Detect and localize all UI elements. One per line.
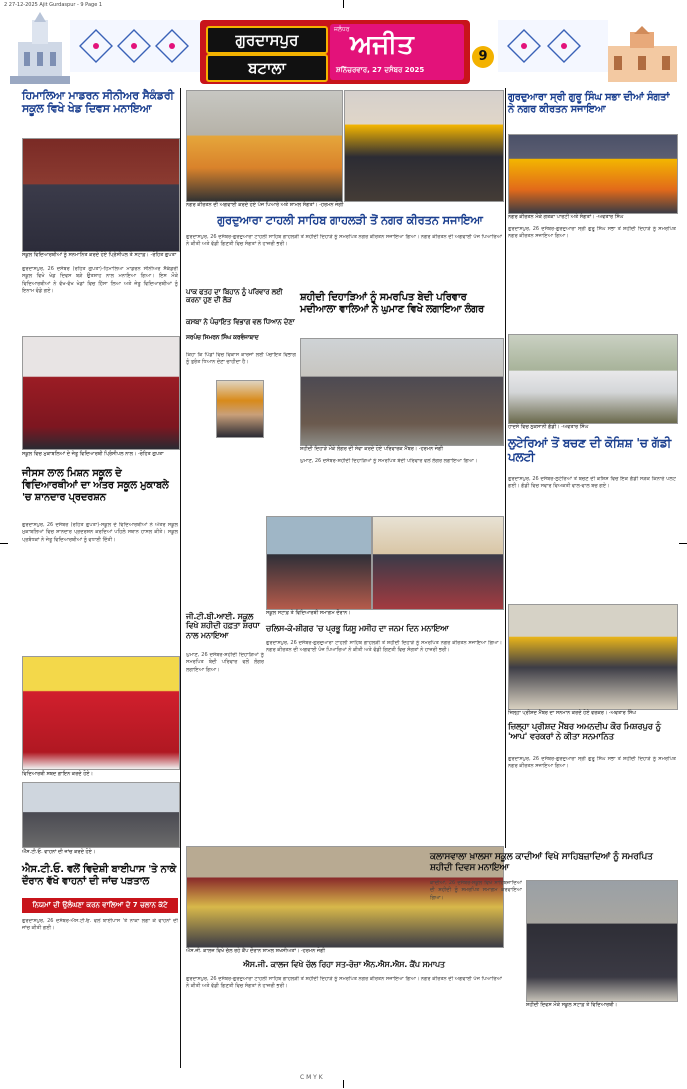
caption-singh-sabha: ਨਗਰ ਕੀਰਤਨ ਮੌਕੇ ਗਤਕਾ ਪਾਰਟੀ ਅਤੇ ਸੰਗਤਾਂ। -ਅਵਤਾਰ ਸਿੰਘ <box>508 214 624 220</box>
caption-sports-day: ਸਕੂਲ ਵਿਦਿਆਰਥੀਆਂ ਨੂੰ ਸਨਮਾਨਿਤ ਕਰਦੇ ਹੋਏ ਪ੍ਰਿੰਸੀਪਲ ਤੇ ਸਟਾਫ਼। -ਰੋਹਿਤ ਗੁਪਤਾ <box>22 252 177 258</box>
photo-nagar-kirtan-left <box>186 90 343 202</box>
caption-school-martyrdom: ਸ਼ਹੀਦੀ ਦਿਵਸ ਮੌਕੇ ਸਕੂਲ ਸਟਾਫ਼ ਤੇ ਵਿਦਿਆਰਥੀ। <box>526 1002 618 1008</box>
footer-cmyk: C M Y K <box>300 1074 323 1081</box>
photo-group-honour <box>508 604 678 710</box>
logo-banner <box>200 20 470 84</box>
photo-school-martyrdom <box>526 880 678 1002</box>
headline-nss-camp: ਐਸ.ਜੀ. ਕਾਲਜ ਵਿਖੇ ਚੱਲ ਰਿਹਾ ਸਤ-ਰੋਜ਼ਾ ਐਨ.ਐਸ.ਐਸ. ਕੈਂਪ ਸਮਾਪਤ <box>243 960 445 969</box>
headline-group-honour: ਜ਼ਿਲ੍ਹਾ ਪ੍ਰੀਸ਼ਦ ਮੈਂਬਰ ਅਮਨਦੀਪ ਕੌਰ ਮਿਸ਼ਰਪੁਰ ਨੂੰ 'ਆਪ' ਵਰਕਰਾਂ ਨੇ ਕੀਤਾ ਸਨਮਾਨਿਤ <box>508 722 661 743</box>
headline-school-martyrdom: ਕਲਾਸਵਾਲਾ ਖ਼ਾਲਸਾ ਸਕੂਲ ਕਾਦੀਆਂ ਵਿਖੇ ਸਾਹਿਬਜ਼ਾਦਿਆਂ ਨੂੰ ਸਮਰਪਿਤ ਸ਼ਹੀਦੀ ਦਿਵਸ ਮਨਾਇਆ <box>430 852 653 873</box>
column-rule <box>505 88 506 848</box>
body-nagar-kirtan: ਗੁਰਦਾਸਪੁਰ, 26 ਦਸੰਬਰ-ਗੁਰਦੁਆਰਾ ਟਾਹਲੀ ਸਾਹਿਬ ਗਾਹਲੜੀ ਤੋਂ ਸ਼ਹੀਦੀ ਦਿਹਾੜੇ ਨੂੰ ਸਮਰਪਿਤ ਨਗਰ ਕੀਰਤਨ ਸਜਾਇਆ ਗਿਆ। ਨਗਰ ਕੀਰਤਨ ਦੀ ਅਗਵਾਈ ਪੰਜ ਪਿਆਰਿਆਂ ਨੇ ਕੀਤੀ ਅਤੇ ਵੱਡੀ ਗਿਣਤੀ ਵਿਚ ਸੰਗਤਾਂ ਨੇ ਹਾਜ਼ਰੀ ਭਰੀ। <box>186 234 502 248</box>
caption-nagar-kirtan: ਨਗਰ ਕੀਰਤਨ ਦੀ ਅਗਵਾਈ ਕਰਦੇ ਹੋਏ ਪੰਜ ਪਿਆਰੇ ਅਤੇ ਸ਼ਾਮਲ ਸੰਗਤਾਂ। -ਹਰਮਨ ਜੋਗੀ <box>186 202 344 208</box>
caption-car-accident: ਹਾਦਸੇ ਵਿਚ ਨੁਕਸਾਨੀ ਗੱਡੀ। -ਅਵਤਾਰ ਸਿੰਘ <box>508 424 589 430</box>
photo-school-cake <box>372 516 504 610</box>
body-gtbi-school: ਘੁਮਾਣ, 26 ਦਸੰਬਰ-ਸ਼ਹੀਦੀ ਦਿਹਾੜਿਆਂ ਨੂੰ ਸਮਰਪਿਤ ਬੇਦੀ ਪਰਿਵਾਰ ਵਲੋਂ ਲੰਗਰ ਲਗਾਇਆ ਗਿਆ। <box>186 652 264 673</box>
paper-name-panel <box>330 24 464 80</box>
caption-school-cake: ਸਕੂਲ ਸਟਾਫ਼ ਤੇ ਵਿਦਿਆਰਥੀ ਸਮਾਗਮ ਦੌਰਾਨ। <box>266 610 351 616</box>
byline-sarpanch: ਸਰਪੰਚ ਸਿਮਰਨ ਸਿੰਘ ਕਰਵੰਜਾਬਾਦ <box>186 334 259 341</box>
headline-inter-school: ਜੀਸਸ ਲਾਲ ਮਿਸ਼ਨ ਸਕੂਲ ਦੇ ਵਿਦਿਆਰਥੀਆਂ ਦਾ ਅੰਤਰ ਸਕੂਲ ਮੁਕਾਬਲੇ 'ਚ ਸ਼ਾਨਦਾਰ ਪ੍ਰਦਰਸ਼ਨ <box>22 468 169 503</box>
column-rule <box>180 88 181 1068</box>
body-inter-school: ਗੁਰਦਾਸਪੁਰ, 26 ਦਸੰਬਰ (ਰੋਹਿਤ ਗੁਪਤਾ)-ਸਕੂਲ ਦੇ ਵਿਦਿਆਰਥੀਆਂ ਨੇ ਅੰਤਰ ਸਕੂਲ ਮੁਕਾਬਲਿਆਂ ਵਿਚ ਸ਼ਾਨਦਾਰ ਪ੍ਰਦਰਸ਼ਨ ਕਰਦਿਆਂ ਪਹਿਲੇ ਸਥਾਨ ਹਾਸਲ ਕੀਤੇ। ਸਕੂਲ ਪ੍ਰਬੰਧਕਾਂ ਨੇ ਜੇਤੂ ਵਿਦਿਆਰਥੀਆਂ ਨੂੰ ਵਧਾਈ ਦਿੱਤੀ। <box>22 522 178 543</box>
headline-vehicle-check: ਐਸ.ਟੀ.ਓ. ਵਲੋਂ ਵਿਦੇਸ਼ੀ ਬਾਈਪਾਸ 'ਤੇ ਨਾਕੇ ਦੌਰਾਨ ਵੱਖੋ ਵਾਹਨਾਂ ਦੀ ਜਾਂਚ ਪੜਤਾਲ <box>22 864 177 887</box>
city-primary-box: ਗੁਰਦਾਸਪੁਰ <box>206 26 328 54</box>
decor-pattern-left <box>70 20 200 72</box>
caption-students-group: ਸਕੂਲ ਵਿਚ ਮੁਕਾਬਲਿਆਂ ਦੇ ਜੇਤੂ ਵਿਦਿਆਰਥੀ ਪ੍ਰਿੰਸੀਪਲ ਨਾਲ। -ਰੋਹਿਤ ਗੁਪਤਾ <box>22 451 164 457</box>
headline-gtbi-school: ਜੀ.ਟੀ.ਬੀ.ਆਈ. ਸਕੂਲ ਵਿਖੇ ਸ਼ਹੀਦੀ ਹਫ਼ਤਾ ਸ਼ਰਧਾ ਨਾਲ ਮਨਾਇਆ <box>186 612 260 640</box>
headline-pak-fateh: ਪਾਕ ਫਤਹ ਦਾ ਬਿਹਾਨ ਨੂੰ ਪਰਿਵਾਰ ਲਈ ਕਰਨਾ ਹੁਣ ਦੀ ਲੋੜ <box>186 288 283 305</box>
photo-car-accident <box>508 334 678 424</box>
paper-name: ਅਜੀਤ <box>350 30 414 60</box>
body-group-honour: ਗੁਰਦਾਸਪੁਰ, 26 ਦਸੰਬਰ-ਗੁਰਦੁਆਰਾ ਸ੍ਰੀ ਗੁਰੂ ਸਿੰਘ ਸਭਾ ਤੋਂ ਸ਼ਹੀਦੀ ਦਿਹਾੜੇ ਨੂੰ ਸਮਰਪਿਤ ਨਗਰ ਕੀਰਤਨ ਸਜਾਇਆ ਗਿਆ। <box>508 756 676 770</box>
kicker-vehicle-check: ਨਿਯਮਾਂ ਦੀ ਉਲੰਘਣਾ ਕਰਨ ਵਾਲਿਆਂ ਦੇ 7 ਚਲਾਨ ਕੱਟੇ <box>22 898 178 913</box>
page-number: 9 <box>472 46 494 68</box>
body-school-martyrdom: ਕਾਦੀਆਂ, 26 ਦਸੰਬਰ-ਸਕੂਲ ਵਿਖੇ ਸਾਹਿਬਜ਼ਾਦਿਆਂ ਦੀ ਸ਼ਹੀਦੀ ਨੂੰ ਸਮਰਪਿਤ ਸਮਾਗਮ ਕਰਵਾਇਆ ਗਿਆ। <box>430 880 522 901</box>
subhead-panchayat: ਕਸਬਾ ਨੇ ਪੰਚਾਇਤ ਵਿਭਾਗ ਵਲ ਧਿਆਨ ਦੇਣਾ <box>186 318 295 326</box>
caption-shabad-singing: ਵਿਦਿਆਰਥੀ ਸ਼ਬਦ ਗਾਇਨ ਕਰਦੇ ਹੋਏ। <box>22 771 93 777</box>
caption-vehicle-check: ਐੱਸ.ਟੀ.ਓ. ਵਾਹਨਾਂ ਦੀ ਜਾਂਚ ਕਰਦੇ ਹੋਏ। <box>22 849 96 855</box>
edition-tag: ਜਲੰਧਰ <box>334 26 350 33</box>
body-vehicle-check: ਗੁਰਦਾਸਪੁਰ, 26 ਦਸੰਬਰ-ਐਸ.ਟੀ.ਓ. ਵਲੋਂ ਬਾਈਪਾਸ 'ਤੇ ਨਾਕਾ ਲਗਾ ਕੇ ਵਾਹਨਾਂ ਦੀ ਜਾਂਚ ਕੀਤੀ ਗਈ। <box>22 918 178 932</box>
body-car-accident: ਗੁਰਦਾਸਪੁਰ, 26 ਦਸੰਬਰ-ਲੁਟੇਰਿਆਂ ਤੋਂ ਬਚਣ ਦੀ ਕੋਸ਼ਿਸ਼ ਵਿਚ ਇਕ ਗੱਡੀ ਸੜਕ ਕਿਨਾਰੇ ਪਲਟ ਗਈ। ਗੱਡੀ ਵਿਚ ਸਵਾਰ ਵਿਅਕਤੀ ਵਾਲ-ਵਾਲ ਬਚ ਗਏ। <box>508 476 676 490</box>
caption-congregation: ਐਸ.ਜੀ. ਕਾਲਜ ਵਿਖੇ ਚੱਲ ਰਹੇ ਕੈਂਪ ਦੌਰਾਨ ਸ਼ਾਮਲ ਸ਼ਖਸੀਅਤਾਂ। -ਹਰਮਨ ਜੋਗੀ <box>186 948 326 954</box>
temple-illustration-left <box>10 12 70 84</box>
headline-singh-sabha: ਗੁਰਦੁਆਰਾ ਸ੍ਰੀ ਗੁਰੂ ਸਿੰਘ ਸਭਾ ਦੀਆਂ ਸੰਗਤਾਂ ਨੇ ਨਗਰ ਕੀਰਤਨ ਸਜਾਇਆ <box>508 92 670 115</box>
photo-langar <box>300 338 504 446</box>
caption-group-honour: ਜ਼ਿਲ੍ਹਾ ਪ੍ਰੀਸ਼ਦ ਮੈਂਬਰ ਦਾ ਸਨਮਾਨ ਕਰਦੇ ਹੋਏ ਵਰਕਰ। -ਅਵਤਾਰ ਸਿੰਘ <box>508 710 637 716</box>
decor-pattern-right <box>498 20 608 72</box>
photo-shabad-singing <box>22 656 180 770</box>
photo-nagar-kirtan-right <box>344 90 504 202</box>
body-nss-camp: ਗੁਰਦਾਸਪੁਰ, 26 ਦਸੰਬਰ-ਗੁਰਦੁਆਰਾ ਟਾਹਲੀ ਸਾਹਿਬ ਗਾਹਲੜੀ ਤੋਂ ਸ਼ਹੀਦੀ ਦਿਹਾੜੇ ਨੂੰ ਸਮਰਪਿਤ ਨਗਰ ਕੀਰਤਨ ਸਜਾਇਆ ਗਿਆ। ਨਗਰ ਕੀਰਤਨ ਦੀ ਅਗਵਾਈ ਪੰਜ ਪਿਆਰਿਆਂ ਨੇ ਕੀਤੀ ਅਤੇ ਵੱਡੀ ਗਿਣਤੀ ਵਿਚ ਸੰਗਤਾਂ ਨੇ ਹਾਜ਼ਰੀ ਭਰੀ। <box>186 976 502 990</box>
headline-sports-day: ਹਿਮਾਲਿਆ ਮਾਡਰਨ ਸੀਨੀਅਰ ਸੈਕੰਡਰੀ ਸਕੂਲ ਵਿਖੇ ਖੇਡ ਦਿਵਸ ਮਨਾਇਆ <box>22 89 174 115</box>
photo-school-event <box>266 516 372 610</box>
headline-christmas: ਚਲਿਸ-ਕੇ-ਸ਼ੀਗਰ 'ਚ ਪ੍ਰਭੂ ਯਿਸੂ ਮਸੀਹ ਦਾ ਜਨਮ ਦਿਨ ਮਨਾਇਆ <box>266 624 449 633</box>
photo-sarpanch-portrait <box>216 380 264 438</box>
masthead <box>10 12 677 86</box>
issue-date: ਸ਼ਨਿੱਚਰਵਾਰ, 27 ਦਸੰਬਰ 2025 <box>336 66 425 74</box>
body-panchayat: ਕਿਹਾ ਕਿ ਪਿੰਡਾਂ ਵਿਚ ਵਿਕਾਸ ਕਾਰਜਾਂ ਲਈ ਪੰਚਾਇਤ ਵਿਭਾਗ ਨੂੰ ਤੁਰੰਤ ਧਿਆਨ ਦੇਣਾ ਚਾਹੀਦਾ ਹੈ। <box>186 352 296 366</box>
photo-singh-sabha <box>508 134 678 214</box>
registration-mark <box>679 543 687 544</box>
registration-mark <box>343 1080 344 1088</box>
caption-langar: ਸ਼ਹੀਦੀ ਦਿਹਾੜੇ ਮੌਕੇ ਲੰਗਰ ਦੀ ਸੇਵਾ ਕਰਦੇ ਹੋਏ ਪਰਿਵਾਰਕ ਮੈਂਬਰ। -ਹਰਮਨ ਜੋਗੀ <box>300 446 443 452</box>
body-singh-sabha: ਗੁਰਦਾਸਪੁਰ, 26 ਦਸੰਬਰ-ਗੁਰਦੁਆਰਾ ਸ੍ਰੀ ਗੁਰੂ ਸਿੰਘ ਸਭਾ ਤੋਂ ਸ਼ਹੀਦੀ ਦਿਹਾੜੇ ਨੂੰ ਸਮਰਪਿਤ ਨਗਰ ਕੀਰਤਨ ਸਜਾਇਆ ਗਿਆ। <box>508 226 676 240</box>
city-secondary-box: ਬਟਾਲਾ <box>206 54 328 82</box>
registration-mark <box>343 0 344 8</box>
photo-vehicle-check <box>22 782 180 848</box>
headline-car-accident: ਲੁਟੇਰਿਆਂ ਤੋਂ ਬਚਣ ਦੀ ਕੋਸ਼ਿਸ਼ 'ਚ ਗੱਡੀ ਪਲਟੀ <box>508 436 672 465</box>
headline-langar: ਸ਼ਹੀਦੀ ਦਿਹਾੜਿਆਂ ਨੂੰ ਸਮਰਪਿਤ ਬੇਦੀ ਪਰਿਵਾਰ ਮਦੀਆਲਾ ਵਾਲਿਆਂ ਨੇ ਘੁਮਾਣ ਵਿਖੇ ਲਗਾਇਆ ਲੰਗਰ <box>300 292 484 315</box>
photo-students-group <box>22 336 180 450</box>
photo-sports-day <box>22 138 180 252</box>
body-langar: ਘੁਮਾਣ, 26 ਦਸੰਬਰ-ਸ਼ਹੀਦੀ ਦਿਹਾੜਿਆਂ ਨੂੰ ਸਮਰਪਿਤ ਬੇਦੀ ਪਰਿਵਾਰ ਵਲੋਂ ਲੰਗਰ ਲਗਾਇਆ ਗਿਆ। <box>300 458 478 464</box>
body-sports-day: ਗੁਰਦਾਸਪੁਰ, 26 ਦਸੰਬਰ (ਰੋਹਿਤ ਗੁਪਤਾ)-ਹਿਮਾਲਿਆ ਮਾਡਰਨ ਸੀਨੀਅਰ ਸੈਕੰਡਰੀ ਸਕੂਲ ਵਿਖੇ ਖੇਡ ਦਿਵਸ ਬੜੇ ਉਤਸ਼ਾਹ ਨਾਲ ਮਨਾਇਆ ਗਿਆ। ਇਸ ਮੌਕੇ ਵਿਦਿਆਰਥੀਆਂ ਨੇ ਵੱਖ-ਵੱਖ ਖੇਡਾਂ ਵਿਚ ਹਿੱਸਾ ਲਿਆ ਅਤੇ ਜੇਤੂ ਵਿਦਿਆਰਥੀਆਂ ਨੂੰ ਇਨਾਮ ਵੰਡੇ ਗਏ। <box>22 266 178 294</box>
temple-illustration-right <box>608 26 677 84</box>
body-christmas: ਗੁਰਦਾਸਪੁਰ, 26 ਦਸੰਬਰ-ਗੁਰਦੁਆਰਾ ਟਾਹਲੀ ਸਾਹਿਬ ਗਾਹਲੜੀ ਤੋਂ ਸ਼ਹੀਦੀ ਦਿਹਾੜੇ ਨੂੰ ਸਮਰਪਿਤ ਨਗਰ ਕੀਰਤਨ ਸਜਾਇਆ ਗਿਆ। ਨਗਰ ਕੀਰਤਨ ਦੀ ਅਗਵਾਈ ਪੰਜ ਪਿਆਰਿਆਂ ਨੇ ਕੀਤੀ ਅਤੇ ਵੱਡੀ ਗਿਣਤੀ ਵਿਚ ਸੰਗਤਾਂ ਨੇ ਹਾਜ਼ਰੀ ਭਰੀ। <box>266 640 502 654</box>
registration-mark <box>0 543 8 544</box>
print-meta: 2 27-12-2025 Ajit Gurdaspur - 9 Page 1 <box>4 2 103 8</box>
headline-nagar-kirtan: ਗੁਰਦੁਆਰਾ ਟਾਹਲੀ ਸਾਹਿਬ ਗਾਹਲੜੀ ਤੋਂ ਨਗਰ ਕੀਰਤਨ ਸਜਾਇਆ <box>217 213 483 227</box>
